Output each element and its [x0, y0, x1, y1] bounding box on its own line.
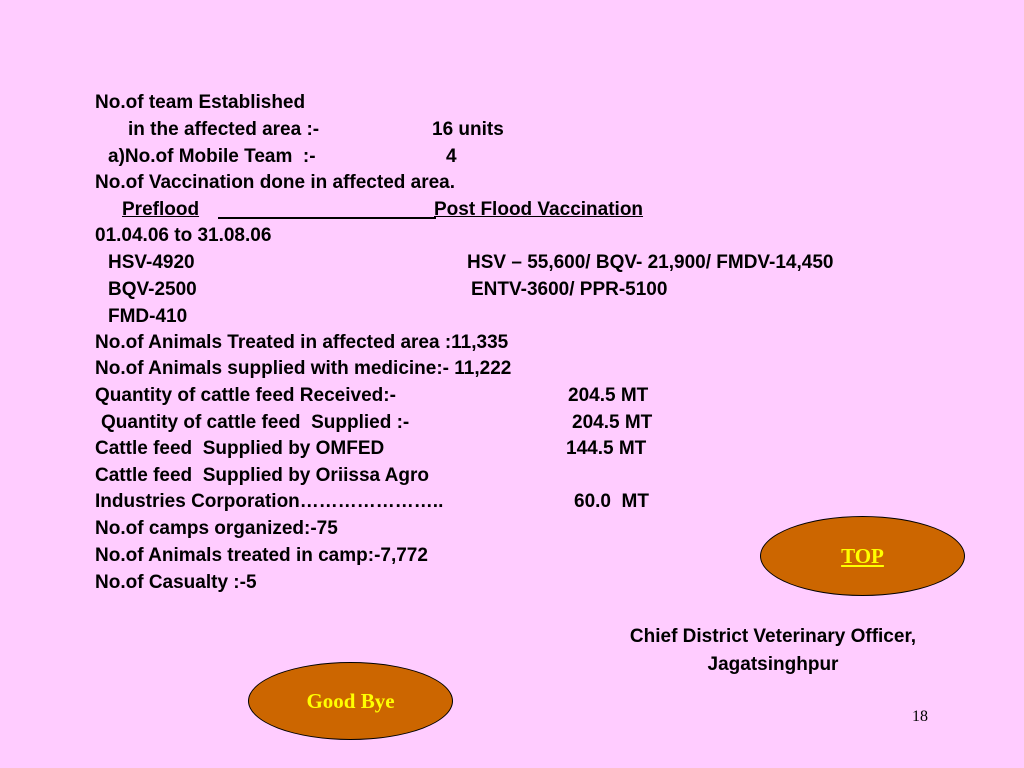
pre-fmd: FMD-410: [108, 306, 188, 327]
pre-hsv: HSV-4920: [108, 252, 195, 273]
affected-area-value: 16 units: [432, 119, 504, 140]
post-row-2: ENTV-3600/ PPR-5100: [471, 279, 668, 300]
animals-supplied: No.of Animals supplied with medicine:- 11,222: [95, 358, 512, 379]
pre-bqv: BQV-2500: [108, 279, 197, 300]
feed-received-value: 204.5 MT: [568, 385, 649, 406]
post-row-1: HSV – 55,600/ BQV- 21,900/ FMDV-14,450: [467, 252, 834, 273]
top-button[interactable]: [760, 516, 965, 596]
casualty: No.of Casualty :-5: [95, 572, 257, 593]
preflood-header: Preflood: [122, 199, 200, 220]
vaccination-heading: No.of Vaccination done in affected area.: [95, 172, 456, 193]
mobile-team-value: 4: [446, 146, 457, 167]
goodbye-button[interactable]: [248, 662, 453, 740]
oriissa-label-2: Industries Corporation…………………..: [95, 491, 444, 512]
goodbye-label[interactable]: Good Bye: [306, 688, 395, 713]
header-underline: [218, 198, 436, 219]
top-link[interactable]: TOP: [841, 543, 884, 568]
camps-organized: No.of camps organized:-75: [95, 518, 338, 539]
mobile-team-label: a)No.of Mobile Team :-: [108, 146, 316, 167]
camp-animals-treated: No.of Animals treated in camp:-7,772: [95, 545, 428, 566]
page-number: 18: [912, 708, 928, 725]
signature-line-1: Chief District Veterinary Officer,: [629, 626, 917, 647]
affected-area-label: in the affected area :-: [128, 119, 320, 140]
animals-treated: No.of Animals Treated in affected area :11,335: [95, 332, 509, 353]
feed-supplied-label: Quantity of cattle feed Supplied :-: [101, 412, 410, 433]
omfed-label: Cattle feed Supplied by OMFED: [95, 438, 385, 459]
omfed-value: 144.5 MT: [566, 438, 647, 459]
preflood-period: 01.04.06 to 31.08.06: [95, 225, 272, 246]
signature-line-2: Jagatsinghpur: [707, 654, 839, 675]
postflood-header: Post Flood Vaccination: [434, 199, 644, 220]
oriissa-value: 60.0 MT: [574, 491, 649, 512]
oriissa-label-1: Cattle feed Supplied by Oriissa Agro: [95, 465, 429, 486]
feed-supplied-value: 204.5 MT: [572, 412, 653, 433]
feed-received-label: Quantity of cattle feed Received:-: [95, 385, 396, 406]
team-established: No.of team Established: [95, 92, 306, 113]
